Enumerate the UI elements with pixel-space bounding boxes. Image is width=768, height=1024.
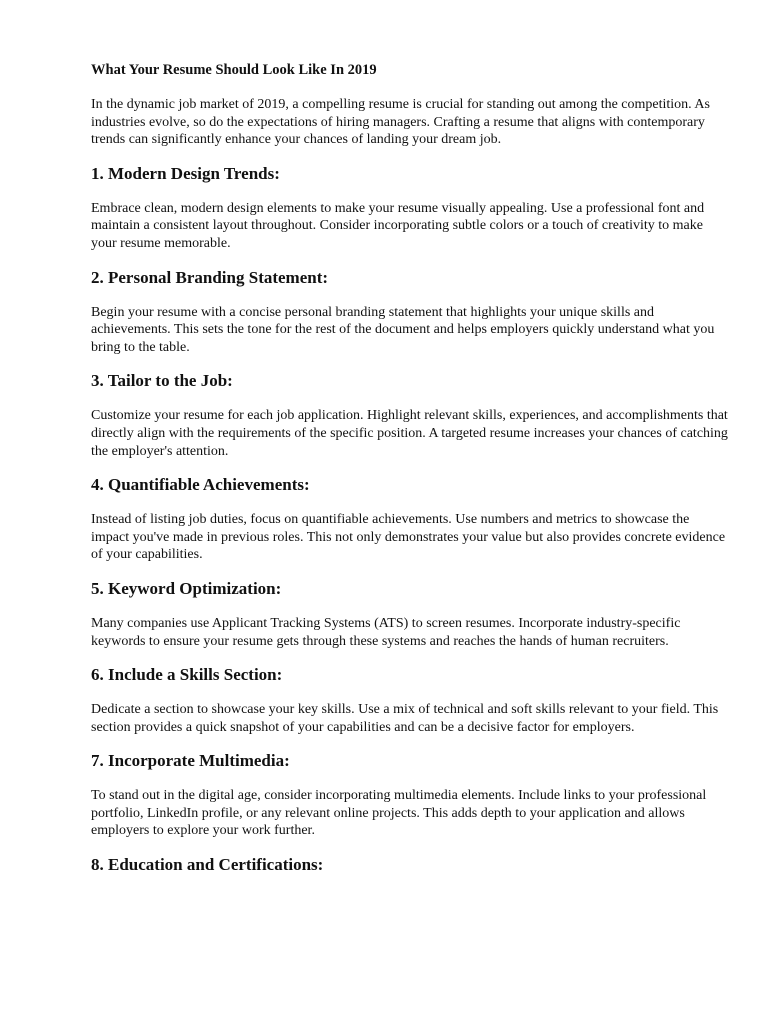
section-personal-branding [91,267,728,357]
section-body: Dedicate a section to showcase your key skills. Use a mix of technical and soft skills relevant to your field. This section provides a quick snapshot of your capabilities and can be a decisive factor for employers. [91,702,719,735]
section-heading: 4. Quantifiable Achievements: [91,475,310,495]
section-heading: 8. Education and Certifications: [91,855,324,875]
section-body: Customize your resume for each job application. Highlight relevant skills, experiences, and accomplishments that directly align with the requirements of the specific position. A targeted resume increases your chances of catching the employer's attention. [91,408,728,459]
section-quantifiable-achievements [91,474,728,564]
section-tailor-to-job [91,370,728,460]
section-heading: 2. Personal Branding Statement: [91,267,329,287]
section-heading: 5. Keyword Optimization: [91,578,282,598]
section-multimedia [91,750,728,840]
section-body: Many companies use Applicant Tracking Systems (ATS) to screen resumes. Incorporate industry-specific keywords to ensure your resume gets through these systems and reaches the hands of human recruiters. [91,615,681,649]
section-body: Embrace clean, modern design elements to make your resume visually appealing. Use a professional font and maintain a consistent layout throughout. Consider incorporating subtle colors or a touch of creativity to make your resume memorable. [91,200,705,251]
section-body: Instead of listing job duties, focus on quantifiable achievements. Use numbers and metrics to showcase the impact you've made in previous roles. This not only demonstrates your value but also provides concrete evidence of your capabilities. [91,512,726,563]
section-heading: 6. Include a Skills Section: [91,665,283,685]
section-heading: 1. Modern Design Trends: [91,163,280,183]
section-heading: 3. Tailor to the Job: [91,371,233,391]
section-skills [91,664,728,736]
section-keyword-optimization [91,578,728,650]
section-body: Begin your resume with a concise personal branding statement that highlights your unique skills and achievements. This sets the tone for the rest of the document and helps employers quickly understand what you bring to the table. [91,304,715,355]
intro-paragraph: In the dynamic job market of 2019, a compelling resume is crucial for standing out among the competition. As industries evolve, so do the expectations of hiring managers. Crafting a resume that aligns with contemporary trends can significantly enhance your chances of landing your dream job. [91,97,710,148]
section-heading: 7. Incorporate Multimedia: [91,751,290,771]
document-title: What Your Resume Should Look Like In 2019 [91,62,377,78]
section-modern-design [91,163,728,253]
section-body: To stand out in the digital age, consider incorporating multimedia elements. Include links to your professional portfolio, LinkedIn profile, or any relevant online projects. This adds depth to your application and allows employers to explore your work further. [91,788,707,839]
section-education [91,854,728,876]
